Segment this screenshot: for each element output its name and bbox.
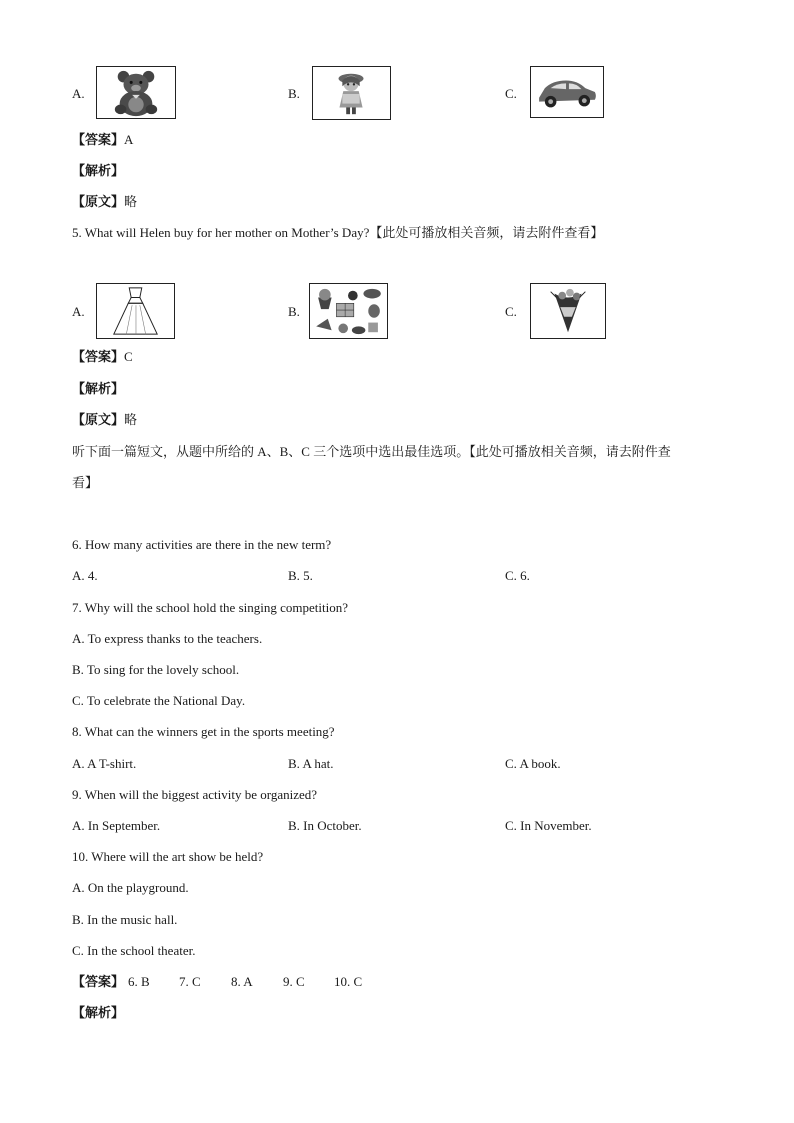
- q5-original-value: 略: [124, 412, 138, 427]
- q7-option-c: C. To celebrate the National Day.: [72, 693, 246, 708]
- q4-original-label: 【原文】: [72, 194, 125, 209]
- final-answer-item: 6. B: [128, 974, 150, 989]
- q5-question: 5. What will Helen buy for her mother on Mother’s Day?【此处可播放相关音频，请去附件查看】: [72, 225, 604, 240]
- dress-icon: [96, 283, 175, 339]
- q4-option-a-label: A.: [72, 86, 85, 101]
- q8-option-a: A. A T-shirt.: [72, 756, 137, 771]
- q6-question: 6. How many activities are there in the new term?: [72, 537, 332, 552]
- section-instruction-line1: 听下面一篇短文，从题中所给的 A、B、C 三个选项中选出最佳选项。【此处可播放相关音频，请去附件查: [72, 444, 671, 459]
- q4-analysis-label: 【解析】: [72, 163, 125, 178]
- q9-option-a: A. In September.: [72, 818, 161, 833]
- q6-option-a: A. 4.: [72, 568, 98, 583]
- q5-option-a-label: A.: [72, 304, 85, 319]
- final-answer-label: 【答案】: [72, 974, 125, 989]
- q7-option-a: A. To express thanks to the teachers.: [72, 631, 263, 646]
- q10-option-a: A. On the playground.: [72, 880, 189, 895]
- q6-option-c: C. 6.: [505, 568, 530, 583]
- final-answer-item: 8. A: [231, 974, 253, 989]
- q4-option-c-label: C.: [505, 86, 517, 101]
- q7-question: 7. Why will the school hold the singing competition?: [72, 600, 348, 615]
- section-instruction-line2: 看】: [72, 475, 99, 490]
- q5-original-label: 【原文】: [72, 412, 125, 427]
- flowers-icon: [530, 283, 606, 339]
- q7-option-b: B. To sing for the lovely school.: [72, 662, 240, 677]
- final-answer-item: 10. C: [334, 974, 363, 989]
- q5-analysis-label: 【解析】: [72, 381, 125, 396]
- q5-answer-label: 【答案】: [72, 349, 125, 364]
- q4-original-value: 略: [124, 194, 138, 209]
- doll-icon: [312, 66, 391, 120]
- q4-option-b-label: B.: [288, 86, 300, 101]
- q8-option-c: C. A book.: [505, 756, 561, 771]
- q5-answer-value: C: [124, 349, 133, 364]
- final-answer-item: 9. C: [283, 974, 305, 989]
- q8-option-b: B. A hat.: [288, 756, 334, 771]
- q9-question: 9. When will the biggest activity be organized?: [72, 787, 318, 802]
- q4-answer-label: 【答案】: [72, 132, 125, 147]
- food-icon: [309, 283, 388, 339]
- q10-option-c: C. In the school theater.: [72, 943, 196, 958]
- final-answer-item: 7. C: [179, 974, 201, 989]
- teddy-bear-icon: [96, 66, 176, 119]
- car-icon: [530, 66, 604, 118]
- q8-question: 8. What can the winners get in the sports meeting?: [72, 724, 335, 739]
- q5-option-c-label: C.: [505, 304, 517, 319]
- q6-option-b: B. 5.: [288, 568, 313, 583]
- q10-option-b: B. In the music hall.: [72, 912, 178, 927]
- q5-option-b-label: B.: [288, 304, 300, 319]
- q9-option-c: C. In November.: [505, 818, 592, 833]
- final-analysis-label: 【解析】: [72, 1005, 125, 1020]
- q9-option-b: B. In October.: [288, 818, 362, 833]
- q10-question: 10. Where will the art show be held?: [72, 849, 264, 864]
- q4-answer-value: A: [124, 132, 134, 147]
